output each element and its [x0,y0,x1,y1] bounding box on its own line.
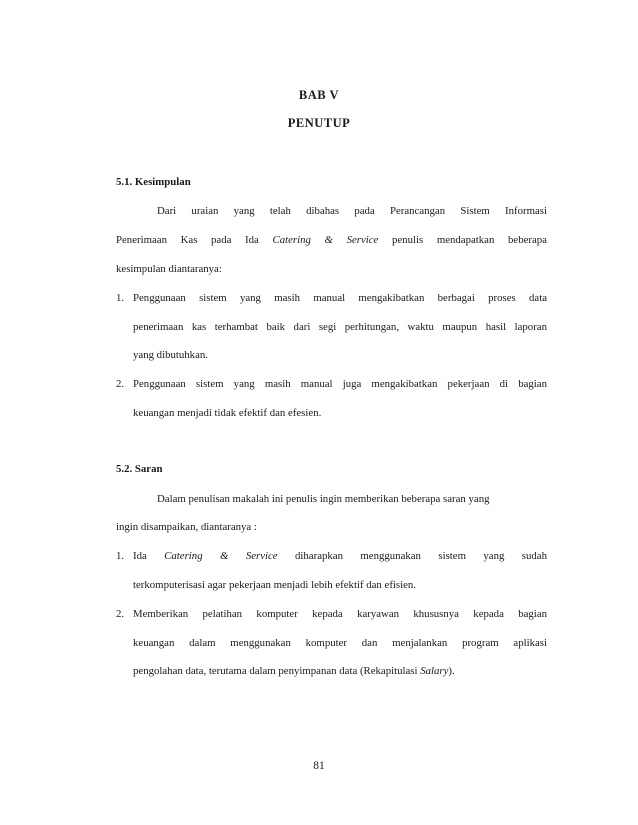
kesimpulan-item-1-line-1: Penggunaan sistem yang masih manual mengakibatkan berbagai proses data [133,292,547,304]
company-name: Catering & Service [164,550,278,562]
saran-intro-line-1: Dalam penulisan makalah ini penulis ingin memberikan beberapa saran yang [157,493,490,505]
kesimpulan-item-2-line-2: keuangan menjadi tidak efektif dan efesien. [133,407,322,419]
saran-item-2-number: 2. [116,608,125,620]
saran-item-1-number: 1. [116,550,125,562]
kesimpulan-intro-line-2: Penerimaan Kas pada Ida Catering & Service penulis mendapatkan beberapa [116,234,547,246]
kesimpulan-intro-line-1: Dari uraian yang telah dibahas pada Perancangan Sistem Informasi [157,205,547,217]
company-name: Catering & Service [272,234,379,246]
page-number: 81 [313,760,325,772]
chapter-label: BAB V [298,88,340,102]
chapter-title: PENUTUP [287,116,351,130]
kesimpulan-item-1-line-2: penerimaan kas terhambat baik dari segi perhitungan, waktu maupun hasil laporan [133,321,547,333]
saran-item-1-line-1: Ida Catering & Service diharapkan menggunakan sistem yang sudah [133,550,547,562]
section-heading-kesimpulan: 5.1. Kesimpulan [116,176,191,188]
saran-item-2-line-3: pengolahan data, terutama dalam penyimpanan data (Rekapitulasi Salary). [133,665,455,677]
section-heading-saran: 5.2. Saran [116,463,163,475]
saran-intro-line-2: ingin disampaikan, diantaranya : [116,521,257,533]
saran-item-2-line-1: Memberikan pelatihan komputer kepada karyawan khususnya kepada bagian [133,608,547,620]
kesimpulan-item-1-line-3: yang dibutuhkan. [133,349,208,361]
kesimpulan-intro-line-3: kesimpulan diantaranya: [116,263,222,275]
kesimpulan-item-2-number: 2. [116,378,125,390]
saran-item-1-line-2: terkomputerisasi agar pekerjaan menjadi lebih efektif dan efisien. [133,579,417,591]
kesimpulan-item-2-line-1: Penggunaan sistem yang masih manual juga mengakibatkan pekerjaan di bagian [133,378,547,390]
saran-item-2-line-2: keuangan dalam menggunakan komputer dan menjalankan program aplikasi [133,637,547,649]
term-salary: Salary [420,665,449,677]
kesimpulan-item-1-number: 1. [116,292,125,304]
